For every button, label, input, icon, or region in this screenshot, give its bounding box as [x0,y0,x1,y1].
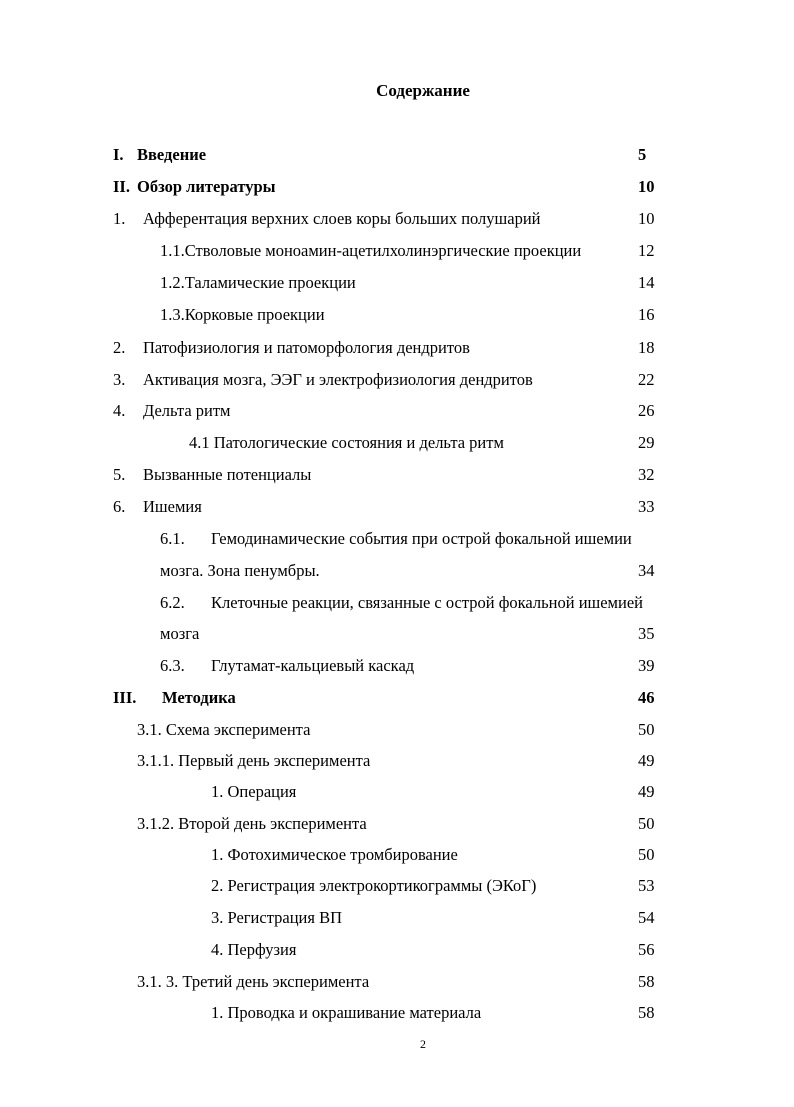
toc-entry [0,654,794,678]
toc-entry-title: Клеточные реакции, связанные с острой фокальной ишемией [211,593,643,612]
toc-entry-title: Методика [162,688,236,707]
toc-entry-title: Афферентация верхних слоев коры больших полушарий [143,209,541,228]
toc-entry-title: 1.2.Таламические проекции [160,273,356,292]
toc-entry-number: 4. [113,401,126,420]
toc-entry-title: 3.1.1. Первый день эксперимента [137,751,371,770]
toc-entry-title: Введение [137,145,207,164]
toc-entry-page: 56 [638,940,655,959]
toc-entry-page: 49 [638,751,655,770]
toc-entry-title: Вызванные потенциалы [143,465,312,484]
toc-entry [0,336,794,360]
toc-entry-title: 1. Фотохимическое тромбирование [211,845,458,864]
toc-entry-number: II. [113,177,130,196]
toc-entry-number: 6.2. [160,593,185,612]
toc-entry-page: 18 [638,338,655,357]
toc-entry-number: I. [113,145,124,164]
toc-entry [0,303,794,327]
toc-entry [0,970,794,994]
toc-entry [0,271,794,295]
toc-entry-page: 22 [638,370,655,389]
toc-entry-page: 34 [638,561,655,580]
toc-entry-page: 35 [638,624,655,643]
toc-entry [0,495,794,519]
toc-entry-literature-review [0,175,794,199]
toc-entry [0,843,794,867]
toc-entry-page: 32 [638,465,655,484]
toc-entry-page: 26 [638,401,655,420]
toc-entry-title: Обзор литературы [137,177,276,196]
toc-entry [0,591,794,615]
toc-entry-page: 5 [638,145,647,164]
toc-entry-title: 1. Операция [211,782,297,801]
toc-entry-page: 58 [638,972,655,991]
toc-entry [0,1001,794,1025]
toc-entry [0,559,794,583]
toc-entry-title: Глутамат-кальциевый каскад [211,656,415,675]
toc-entry-title: 2. Регистрация электрокортикограммы (ЭКоГ) [211,876,537,895]
toc-entry-page: 14 [638,273,655,292]
toc-entry-title: Активация мозга, ЭЭГ и электрофизиология дендритов [143,370,533,389]
toc-entry-page: 16 [638,305,655,324]
toc-entry-page: 54 [638,908,655,927]
toc-entry [0,780,794,804]
toc-entry-page: 49 [638,782,655,801]
toc-entry-page: 10 [638,209,655,228]
toc-entry [0,207,794,231]
toc-entry-introduction [0,143,794,167]
toc-entry [0,399,794,423]
toc-entry-title: мозга [160,624,200,643]
toc-entry-number: III. [113,688,137,707]
toc-entry-page: 29 [638,433,655,452]
toc-entry [0,527,794,551]
toc-entry [0,749,794,773]
toc-entry-page: 58 [638,1003,655,1022]
toc-entry-title: 4. Перфузия [211,940,297,959]
toc-entry-number: 3. [113,370,126,389]
toc-entry-number: 1. [113,209,126,228]
toc-entry-title: 3. Регистрация ВП [211,908,342,927]
toc-entry-methods [0,686,794,710]
toc-entry-page: 10 [638,177,655,196]
toc-entry-page: 50 [638,845,655,864]
toc-entry [0,938,794,962]
toc-entry-title: 4.1 Патологические состояния и дельта ритм [189,433,504,452]
toc-entry [0,622,794,646]
toc-entry-page: 50 [638,814,655,833]
toc-entry-title: Ишемия [143,497,202,516]
toc-entry [0,463,794,487]
toc-entry-title: Гемодинамические события при острой фокальной ишемии [211,529,632,548]
toc-entry-page: 39 [638,656,655,675]
toc-entry [0,431,794,455]
toc-entry-number: 2. [113,338,126,357]
toc-entry-title: Патофизиология и патоморфология дендритов [143,338,470,357]
toc-entry-title: 3.1. 3. Третий день эксперимента [137,972,370,991]
toc-entry [0,718,794,742]
toc-entry-page: 53 [638,876,655,895]
toc-entry-number: 6.1. [160,529,185,548]
toc-entry-title: мозга. Зона пенумбры. [160,561,320,580]
toc-entry [0,812,794,836]
toc-entry-title: 1. Проводка и окрашивание материала [211,1003,482,1022]
toc-entry-title: 3.1. Схема эксперимента [137,720,311,739]
toc-entry [0,906,794,930]
toc-entry-title: 1.1.Стволовые моноамин-ацетилхолинэргические проекции [160,241,582,260]
toc-entry-title: 1.3.Корковые проекции [160,305,325,324]
page-number: 2 [420,1037,426,1051]
toc-entry [0,874,794,898]
toc-entry-page: 12 [638,241,655,260]
page-title: Содержание [376,81,470,100]
toc-entry-page: 50 [638,720,655,739]
toc-entry-title: 3.1.2. Второй день эксперимента [137,814,367,833]
toc-entry-page: 33 [638,497,655,516]
toc-entry-page: 46 [638,688,655,707]
toc-entry-number: 5. [113,465,126,484]
toc-entry-number: 6.3. [160,656,185,675]
toc-entry-number: 6. [113,497,126,516]
toc-entry [0,239,794,263]
toc-entry-title: Дельта ритм [143,401,231,420]
toc-entry [0,368,794,392]
